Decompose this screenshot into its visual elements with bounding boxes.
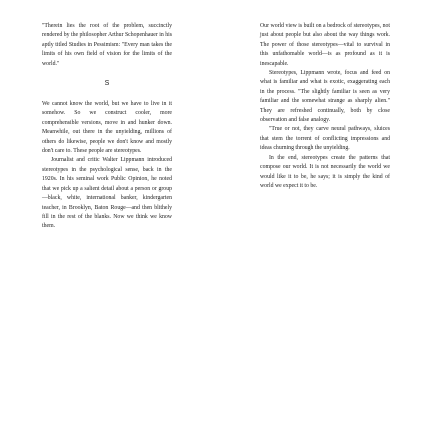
section-break-ornament: S xyxy=(104,80,110,88)
right-paragraph-3: "True or not, they carve neural pathways, sluices that stem the torrent of conflicting impressions and ideas churning through the unyielding. xyxy=(260,126,390,152)
left-text-column xyxy=(42,22,172,232)
left-paragraph-1: "Therein lies the root of the problem, succinctly rendered by the philosopher Arthur Schopenhauer in his aptly titled Studies in Pessimism: "Every man takes the limits of his own field of vision for the limits of the world." xyxy=(42,23,172,67)
right-paragraph-4: In the end, stereotypes create the patterns that compose our world. It is not necessarily the world we would like it to be, he says; it is simply the kind of world we expect it to be. xyxy=(260,154,390,189)
right-text-column xyxy=(260,22,390,191)
right-page xyxy=(216,0,432,432)
left-paragraph-3: Journalist and critic Walter Lippmann introduced stereotypes in the psychological sense, back in the 1920s. In his seminal work Public Opinion, he noted that we pick up a salient detail about a person or group—black, white, international banker, kindergarten teacher, in Brooklyn, Baton Rouge—and then blithely fill in the rest of the blanks. Now we think we know them. xyxy=(42,157,172,230)
right-paragraph-1: Our world view is built on a bedrock of stereotypes, not just about people but also about the way things work. The power of those stereotypes—vital to survival in this unfathomable world—is as profound as it is inescapable. xyxy=(260,23,390,67)
left-paragraph-2: We cannot know the world, but we have to live in it somehow. So we construct cooler, more comprehensible versions, move in and hunker down. Meanwhile, out there in the unyielding, millions of others do likewise, people we don't know and mostly don't care to. These people are stereotypes. xyxy=(42,101,172,155)
right-paragraph-2: Stereotypes, Lippmann wrote, focus and feed on what is familiar and what is exotic, exaggerating each in the process. "The slightly familiar is seen as very familiar and the somewhat strange as sharply alien." They are refreshed continually, both by close observation and false analogy. xyxy=(260,70,390,124)
